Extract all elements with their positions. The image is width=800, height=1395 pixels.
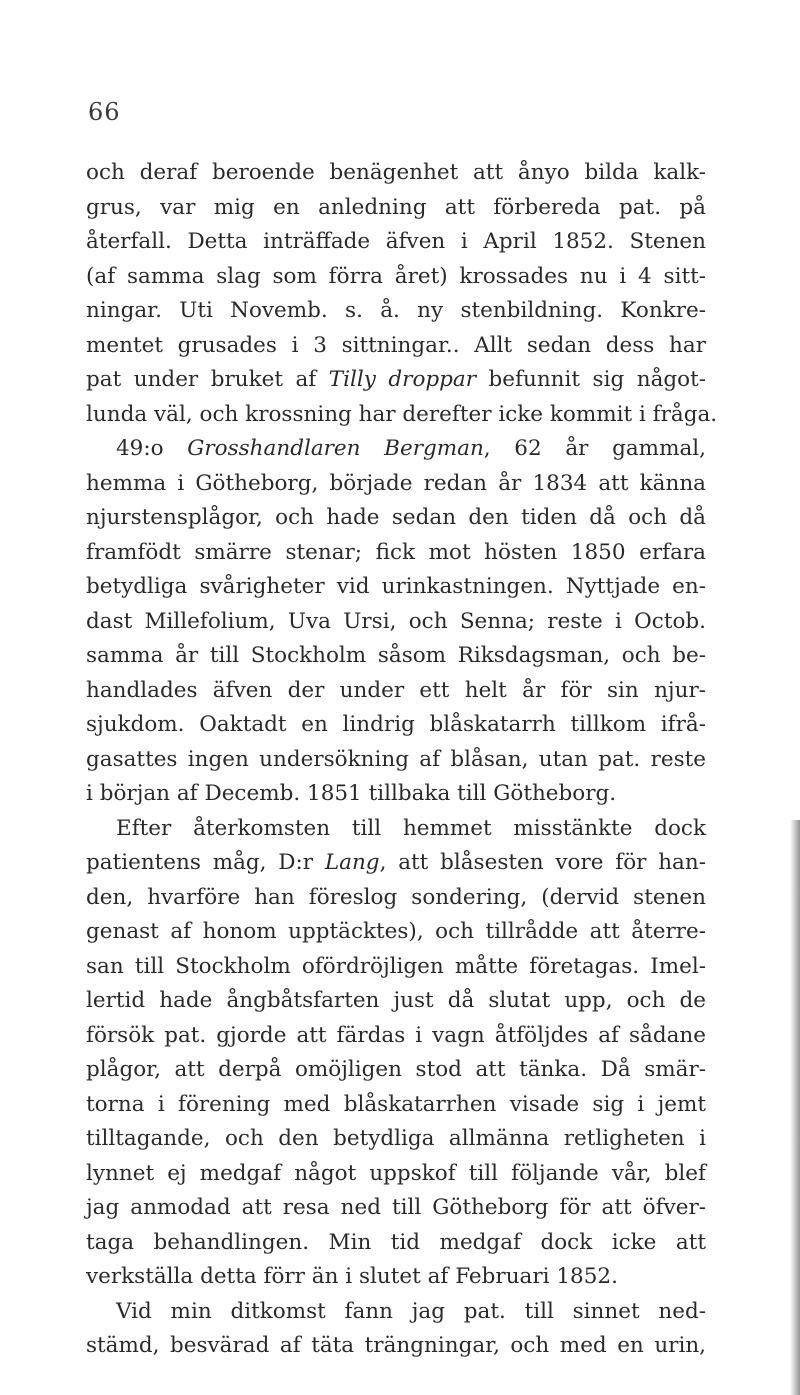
text-line: 49:o Grosshandlaren Bergman, 62 år gammal, [116,436,706,461]
text-line: hemma i Götheborg, började redan år 1834 att känna [86,470,706,496]
text-line: Vid min ditkomst fann jag pat. till sinnet ned- [116,1298,706,1324]
text-line: den, hvarföre han föreslog sondering, (dervid stenen [86,884,706,910]
text-line: taga behandlingen. Min tid medgaf dock icke att [86,1229,706,1255]
text-line: Efter återkomsten till hemmet misstänkte dock [116,815,706,841]
text-line: pat under bruket af Tilly droppar befunnit sig något- [86,367,706,392]
text-line: sjukdom. Oaktadt en lindrig blåskatarrh tillkom ifrå- [86,712,706,737]
text-line: dast Millefolium, Uva Ursi, och Senna; reste i Octob. [86,608,706,634]
text-line: ningar. Uti Novemb. s. å. ny stenbildning. Konkre- [86,298,706,323]
text-line: återfall. Detta inträffade äfven i April 1852. Stenen [86,229,706,254]
text-line: framfödt smärre stenar; fick mot hösten 1850 erfara [86,539,706,565]
text-line: lertid hade ångbåtsfarten just då slutat upp, och de [86,988,706,1013]
text-line: och deraf beroende benägenhet att ånyo bilda kalk- [86,160,706,185]
text-line: plågor, att derpå omöjligen stod att tänka. Då smär- [86,1057,706,1082]
text-line: lynnet ej medgaf något uppskof till följande vår, blef [86,1160,706,1186]
text-line: verkställa detta förr än i slutet af Februari 1852. [86,1264,618,1289]
text-line: gasattes ingen undersökning af blåsan, utan pat. reste [86,746,706,772]
text-line: samma år till Stockholm såsom Riksdagsman, och be- [86,643,706,668]
body-text [86,156,718,1364]
text-line: torna i förening med blåskatarrhen visade sig i jemt [86,1091,706,1117]
text-line: betydliga svårigheter vid urinkastningen. Nyttjade en- [86,574,706,599]
text-line: försök pat. gjorde att färdas i vagn åtföljdes af sådane [86,1022,706,1048]
text-line: genast af honom upptäcktes), och tillrådde att återre- [86,919,706,944]
text-line: grus, var mig en anledning att förbereda pat. på [86,194,706,220]
text-line: tilltagande, och den betydliga allmänna retligheten i [86,1126,706,1151]
text-line: san till Stockholm ofördröjligen måtte företagas. Imel- [86,953,706,979]
text-line: patientens måg, D:r Lang, att blåsesten vore för han- [86,850,706,875]
page-number: 66 [88,98,121,126]
text-line: jag anmodad att resa ned till Götheborg för att öfver- [86,1195,706,1220]
italic-name: Grosshandlaren Bergman [187,436,484,461]
text-line: mentet grusades i 3 sittningar.. Allt sedan dess har [86,332,706,358]
text-line: i början af Decemb. 1851 tillbaka till Götheborg. [86,781,617,806]
text-line: handlades äfven der under ett helt år för sin njur- [86,677,706,703]
page-edge-shadow [790,820,800,1395]
text-line: njurstensplågor, och hade sedan den tiden då och då [86,505,706,530]
text-line: lunda väl, och krossning har derefter icke kommit i fråga. [86,401,718,427]
text-line: (af samma slag som förra året) krossades nu i 4 sitt- [86,263,706,289]
text-line: stämd, besvärad af täta trängningar, och med en urin, [86,1333,706,1358]
italic-name: Lang [324,850,380,875]
italic-name: Tilly droppar [328,367,477,392]
